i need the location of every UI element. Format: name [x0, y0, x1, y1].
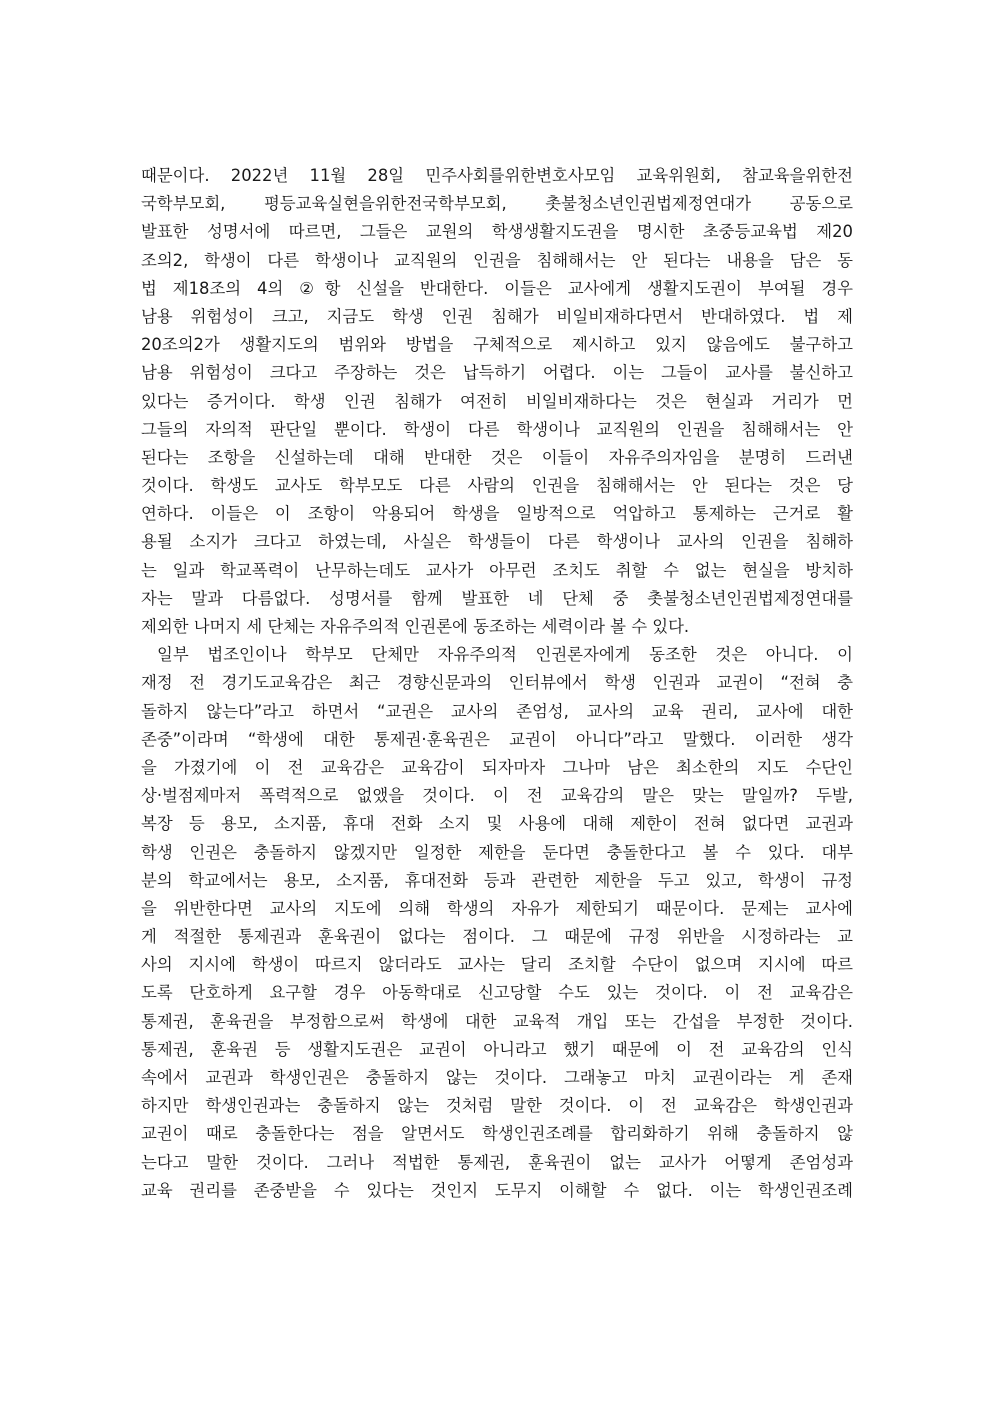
text-line: 남용 위험성이 크다고 주장하는 것은 납득하기 어렵다. 이는 그들이 교사를 불신하고 [141, 363, 853, 383]
text-line: 자는 말과 다름없다. 성명서를 함께 발표한 네 단체 중 촛불청소년인권법제정연대를 [141, 588, 853, 608]
text-line: 돌하지 않는다”라고 하면서 “교권은 교사의 존엄성, 교사의 교육 권리, 교사에 대한 [141, 701, 853, 721]
paragraph-start-line: 일부 법조인이나 학부모 단체만 자유주의적 인권론자에게 동조한 것은 아니다. 이 [157, 645, 853, 665]
text-line: 상·벌점제마저 폭력적으로 없앴을 것이다. 이 전 교육감의 말은 맞는 말일까? 두발, [141, 786, 853, 806]
text-line: 20조의2가 생활지도의 범위와 방법을 구체적으로 제시하고 있지 않음에도 불구하고 [141, 335, 853, 355]
text-line: 을 가졌기에 이 전 교육감은 교육감이 되자마자 그나마 남은 최소한의 지도 수단인 [141, 757, 853, 777]
text-line: 것이다. 학생도 교사도 학부모도 다른 사람의 인권을 침해해서는 안 된다는 것은 당 [141, 476, 853, 496]
text-line: 된다는 조항을 신설하는데 대해 반대한 것은 이들이 자유주의자임을 분명히 드러낸 [141, 447, 853, 467]
text-line: 분의 학교에서는 용모, 소지품, 휴대전화 등과 관련한 제한을 두고 있고, 학생이 규정 [141, 870, 853, 890]
text-line: 그들의 자의적 판단일 뿐이다. 학생이 다른 학생이나 교직원의 인권을 침해해서는 안 [141, 419, 853, 439]
text-line: 는다고 말한 것이다. 그러나 적법한 통제권, 훈육권이 없는 교사가 어떻게 존엄성과 [141, 1152, 853, 1172]
body-text [141, 162, 853, 1205]
text-line: 학생 인권은 충돌하지 않겠지만 일정한 제한을 둔다면 충돌한다고 볼 수 있다. 대부 [141, 842, 853, 862]
text-line: 하지만 학생인권과는 충돌하지 않는 것처럼 말한 것이다. 이 전 교육감은 학생인권과 [141, 1096, 853, 1116]
text-line: 도록 단호하게 요구할 경우 아동학대로 신고당할 수도 있는 것이다. 이 전 교육감은 [141, 983, 853, 1003]
text-line: 통제권, 훈육권 등 생활지도권은 교권이 아니라고 했기 때문에 이 전 교육감의 인식 [141, 1039, 853, 1059]
text-line: 복장 등 용모, 소지품, 휴대 전화 소지 및 사용에 대해 제한이 전혀 없다면 교권과 [141, 814, 853, 834]
text-line: 통제권, 훈육권을 부정함으로써 학생에 대한 교육적 개입 또는 간섭을 부정한 것이다. [141, 1011, 853, 1031]
text-line: 용될 소지가 크다고 하였는데, 사실은 학생들이 다른 학생이나 교사의 인권을 침해하 [141, 532, 853, 552]
text-line: 교육 권리를 존중받을 수 있다는 것인지 도무지 이해할 수 없다. 이는 학생인권조례 [141, 1180, 853, 1200]
text-line: 연하다. 이들은 이 조항이 악용되어 학생을 일방적으로 억압하고 통제하는 근거로 활 [141, 504, 853, 524]
text-line: 교권이 때로 충돌한다는 점을 알면서도 학생인권조례를 합리화하기 위해 충돌하지 않 [141, 1124, 853, 1144]
text-line: 는 일과 학교폭력이 난무하는데도 교사가 아무런 조치도 취할 수 없는 현실을 방치하 [141, 560, 853, 580]
text-line: 남용 위험성이 크고, 지금도 학생 인권 침해가 비일비재하다면서 반대하였다. 법 제 [141, 306, 853, 326]
text-line: 제외한 나머지 세 단체는 자유주의적 인권론에 동조하는 세력이라 볼 수 있다. [141, 617, 690, 636]
text-line: 을 위반한다면 교사의 지도에 의해 학생의 자유가 제한되기 때문이다. 문제는 교사에 [141, 898, 853, 918]
text-line: 국학부모회, 평등교육실현을위한전국학부모회, 촛불청소년인권법제정연대가 공동으로 [141, 194, 853, 214]
text-line: 법 제18조의 4의 ②항 신설을 반대한다. 이들은 교사에게 생활지도권이 부여될 경우 [141, 278, 853, 298]
text-line: 발표한 성명서에 따르면, 그들은 교원의 학생생활지도권을 명시한 초중등교육법 제20 [141, 222, 853, 242]
text-line: 속에서 교권과 학생인권은 충돌하지 않는 것이다. 그래놓고 마치 교권이라는 게 존재 [141, 1068, 853, 1087]
text-line: 사의 지시에 학생이 따르지 않더라도 교사는 달리 조치할 수단이 없으며 지시에 따르 [141, 955, 853, 975]
text-line: 게 적절한 통제권과 훈육권이 없다는 점이다. 그 때문에 규정 위반을 시정하라는 교 [141, 927, 853, 947]
text-line: 재정 전 경기도교육감은 최근 경향신문과의 인터뷰에서 학생 인권과 교권이 “전혀 충 [141, 673, 853, 693]
text-line: 때문이다. 2022년 11월 28일 민주사회를위한변호사모임 교육위원회, 참교육을위한전 [141, 166, 853, 185]
text-line: 존중”이라며 “학생에 대한 통제권·훈육권은 교권이 아니다”라고 말했다. 이러한 생각 [141, 729, 853, 749]
text-line: 있다는 증거이다. 학생 인권 침해가 여전히 비일비재하다는 것은 현실과 거리가 먼 [141, 391, 853, 411]
text-line: 조의2, 학생이 다른 학생이나 교직원의 인권을 침해해서는 안 된다는 내용을 담은 동 [141, 250, 853, 270]
